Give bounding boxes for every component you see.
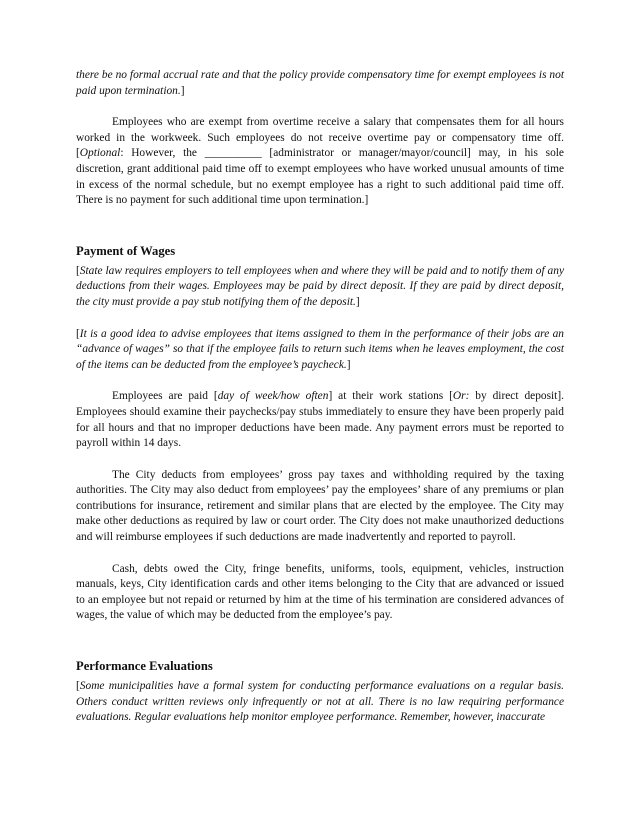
exempt-text-1: Employees who are exempt from overtime receive a salary that compensates them for all hours worked in the workweek. Such employees do not receive overtime pay or compensatory time off. [ bbox=[76, 116, 564, 160]
payment-note-2 bbox=[76, 327, 564, 374]
payment-p1-part-a: Employees are paid [ bbox=[112, 390, 218, 403]
intro-close-bracket: ] bbox=[180, 84, 185, 97]
spacer bbox=[76, 373, 564, 389]
bracket-open: [ bbox=[76, 264, 80, 277]
spacer bbox=[76, 452, 564, 468]
payment-note-1-text: State law requires employers to tell employees when and where they will be paid and to notify them of any deductions from their wages. Employees may be paid by direct deposit. If they are paid by direct deposit, the city must provide a pay stub notifying them of the deposit. bbox=[76, 264, 564, 308]
intro-paragraph bbox=[76, 68, 564, 99]
performance-note-text: Some municipalities have a formal system for conducting performance evaluations on a regular basis. Others conduct written reviews only infrequently or not at all. There is no law requiring performance evaluations. Regular evaluations help monitor employee performance. Remember, however, inaccurate bbox=[76, 680, 564, 724]
spacer bbox=[76, 546, 564, 562]
spacer bbox=[76, 311, 564, 327]
bracket-open: [ bbox=[76, 327, 80, 340]
performance-note bbox=[76, 679, 564, 726]
payment-heading: Payment of Wages bbox=[76, 243, 176, 258]
payment-paragraph-1 bbox=[76, 389, 564, 451]
intro-italic-text: there be no formal accrual rate and that the policy provide compensatory time for exempt employees is not paid upon termination. bbox=[76, 69, 564, 97]
spacer bbox=[76, 209, 564, 243]
exempt-text-2: : However, the __________ [administrator or manager/mayor/council] may, in his sole discretion, grant additional paid time off to exempt employees who have worked unusual amounts of time in excess of the normal schedule, but no exempt employee has a right to such additional paid time off. There is no payment for such additional time upon termination.] bbox=[76, 147, 564, 207]
exempt-paragraph bbox=[76, 115, 564, 209]
bracket-close: ] bbox=[346, 358, 351, 371]
payment-note-1 bbox=[76, 264, 564, 311]
payment-p1-part-c: by direct deposit]. Employees should examine their paychecks/pay stubs immediately to ensure they have been properly paid for all hours and that no improper deductions have been made. Any payment errors must be reported to payroll within 14 days. bbox=[76, 390, 564, 450]
payment-p1-part-b: ] at their work stations [ bbox=[328, 390, 453, 403]
spacer bbox=[76, 99, 564, 115]
bracket-open: [ bbox=[76, 680, 80, 693]
payment-p1-italic-2: Or: bbox=[452, 390, 470, 403]
bracket-close: ] bbox=[355, 295, 360, 308]
optional-label: Optional bbox=[79, 147, 121, 160]
payment-p1-italic-1: day of week/how often bbox=[217, 390, 329, 403]
page-content bbox=[76, 68, 564, 726]
payment-paragraph-3: Cash, debts owed the City, fringe benefits, uniforms, tools, equipment, vehicles, instruction manuals, keys, City identification cards and other items belonging to the City that are advanced or issued to an employee but not repaid or returned by him at the time of his termination are considered advances of wages, the value of which may be deducted from the employee’s pay. bbox=[76, 562, 564, 622]
performance-heading: Performance Evaluations bbox=[76, 659, 213, 674]
payment-note-2-text: It is a good idea to advise employees that items assigned to them in the performance of their jobs are an “advance of wages” so that if the employee fails to return such items when he leaves employment, the cost of the items can be deducted from the employee’s paycheck. bbox=[76, 327, 564, 371]
spacer bbox=[76, 624, 564, 658]
payment-paragraph-2: The City deducts from employees’ gross pay taxes and withholding required by the taxing authorities. The City may also deduct from employees’ pay the employees’ share of any premiums or plan contributions for insurance, retirement and similar plans that are elected by the employee. The City may make other deductions as required by law or court order. The City does not make unauthorized deductions and will reimburse employees if such deductions are made inadvertently and reported to payroll. bbox=[76, 468, 564, 544]
